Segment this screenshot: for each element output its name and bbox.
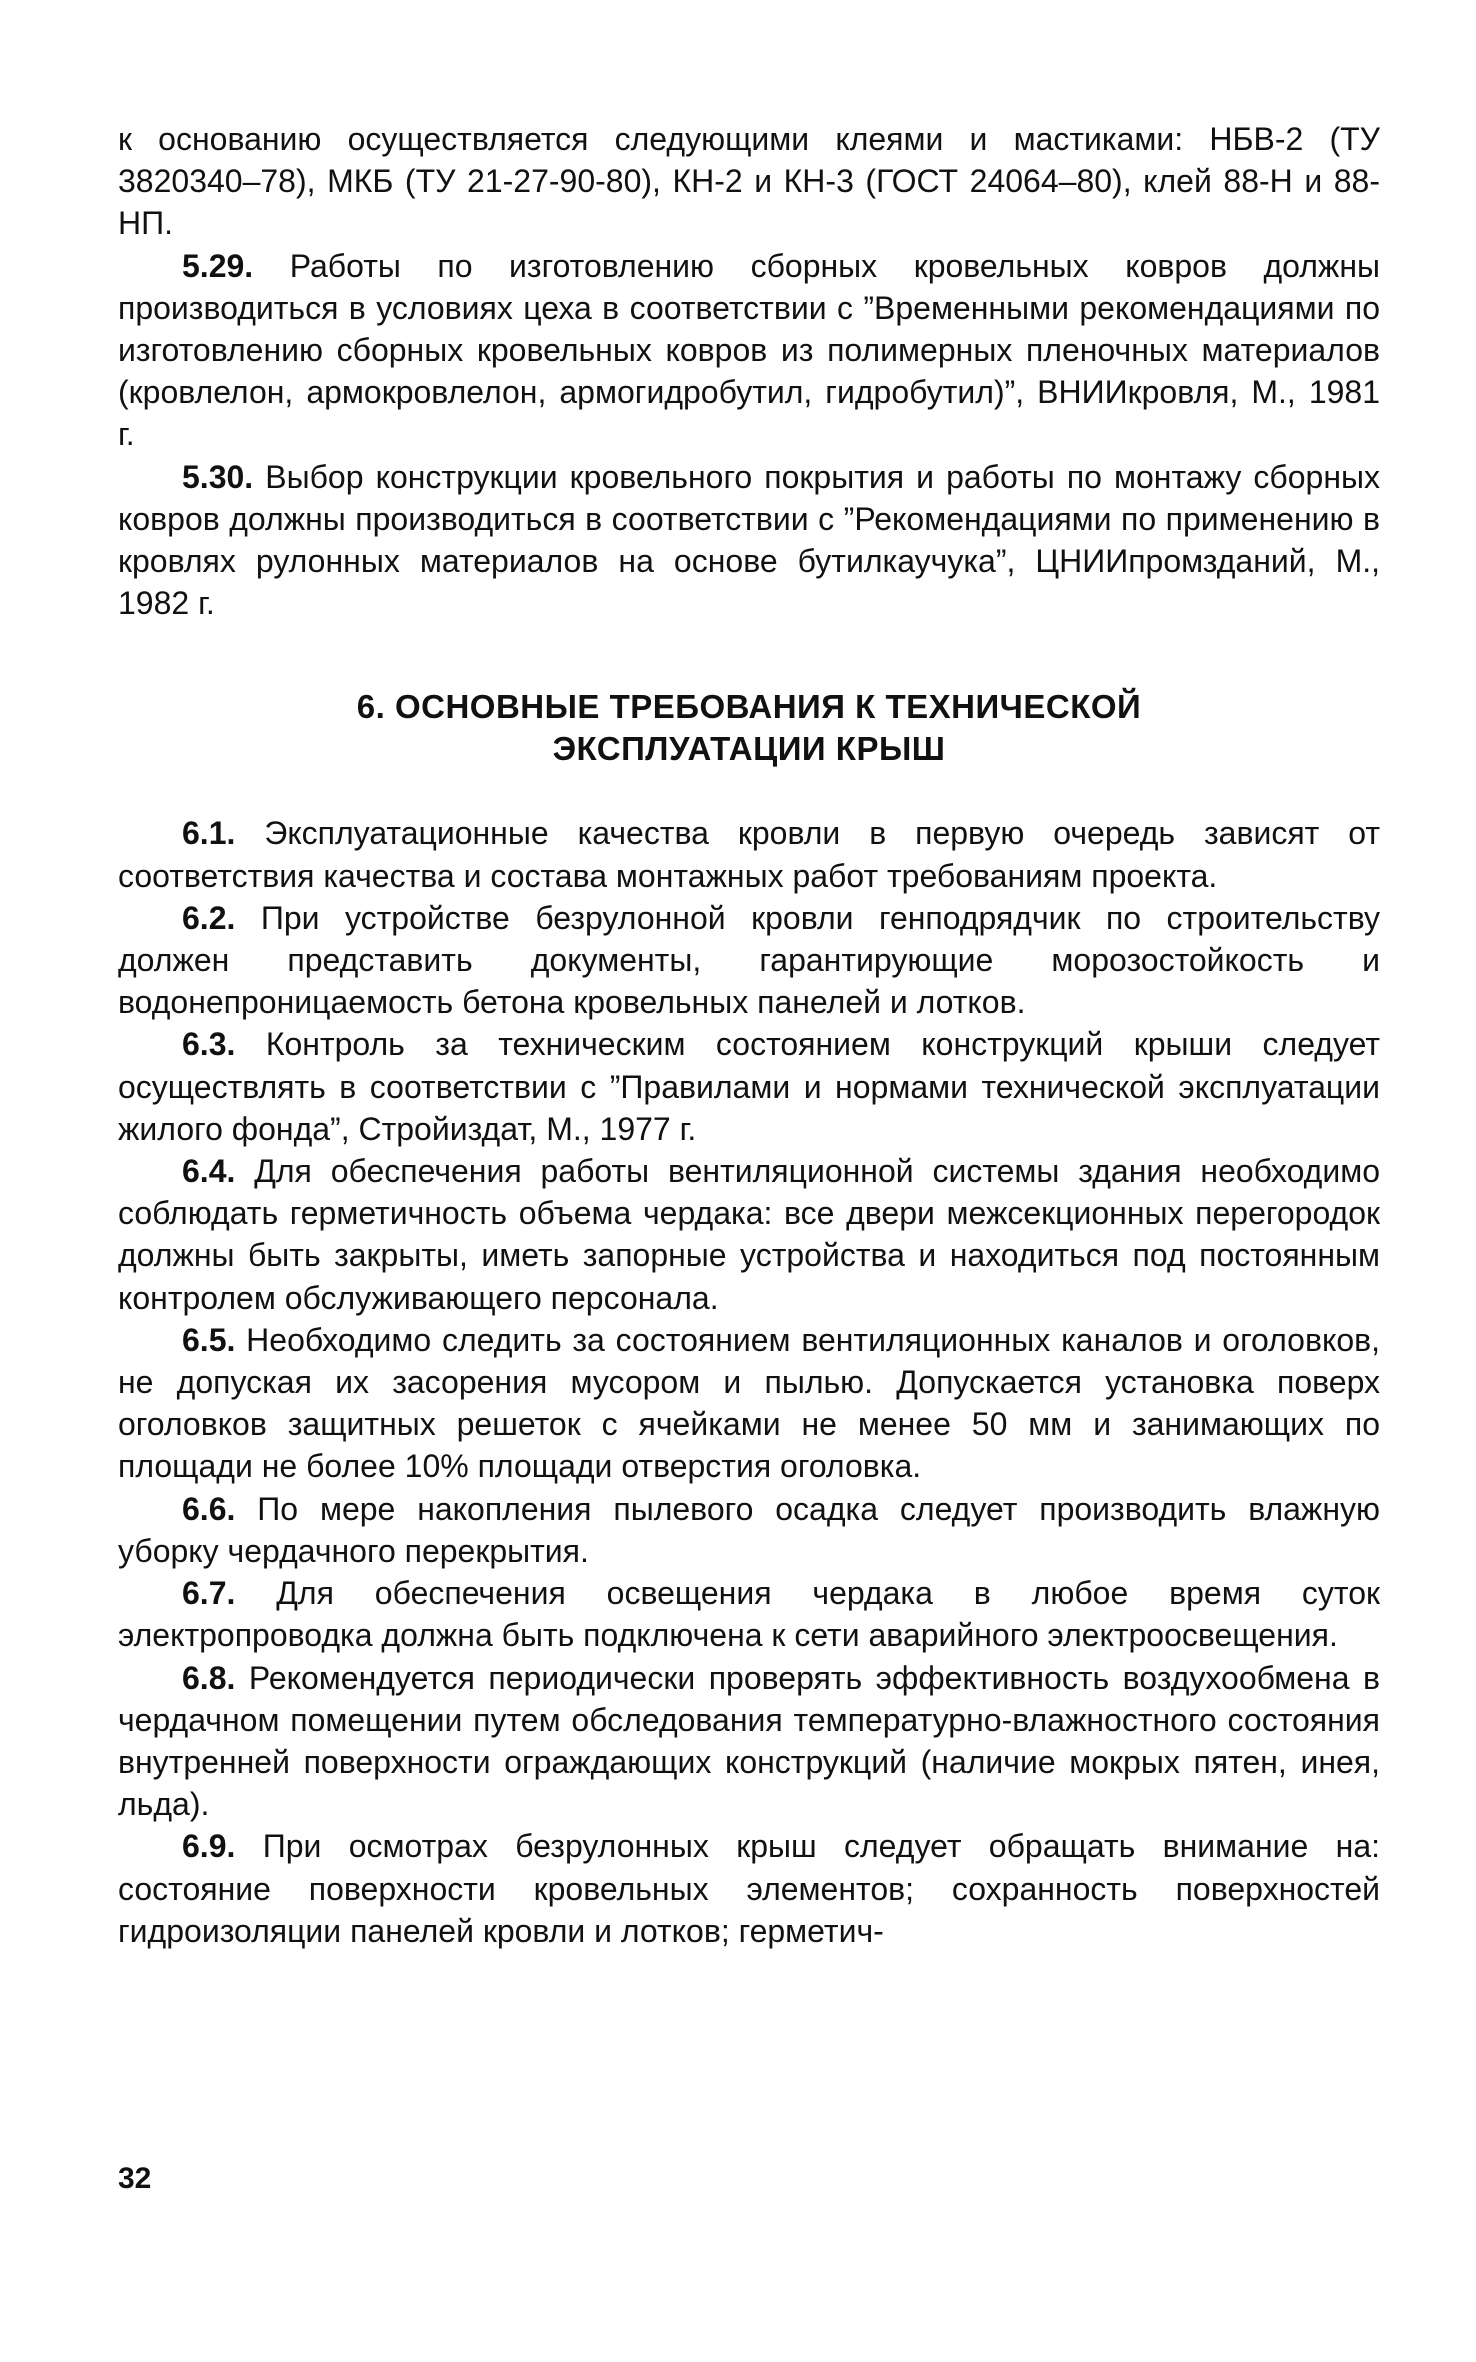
paragraph-6-7 bbox=[118, 1572, 1380, 1656]
paragraph-number: 5.29. bbox=[182, 247, 254, 284]
paragraph-6-6 bbox=[118, 1488, 1380, 1572]
paragraph-6-3 bbox=[118, 1023, 1380, 1150]
paragraph-text: Выбор конструкции кровельного покрытия и работы по монтажу сборных ковров должны производиться в соответствии с ”Рекомендациями по применению в кровлях рулонных материалов на основе бутилкаучука”, ЦНИИпромзданий, М., 1982 г. bbox=[118, 458, 1381, 622]
paragraph-text: Рекомендуется периодически проверять эффективность воздухообмена в чердачном помещении путем обследования температурно-влажностного состояния внутренней поверхности ограждающих конструкций (наличие мокрых пятен, инея, льда). bbox=[118, 1659, 1381, 1823]
section-heading-line-2: ЭКСПЛУАТАЦИИ КРЫШ bbox=[552, 730, 946, 768]
paragraph-text: При осмотрах безрулонных крыш следует обращать внимание на: состояние поверхности кровельных элементов; сохранность поверхностей гидроизоляции панелей кровли и лотков; герметич- bbox=[118, 1828, 1381, 1949]
paragraph-text: Контроль за техническим состоянием конструкций крыши следует осуществлять в соответствии с ”Правилами и нормами технической эксплуатации жилого фонда”, Стройиздат, М., 1977 г. bbox=[118, 1026, 1381, 1147]
paragraph-text: Работы по изготовлению сборных кровельных ковров должны производиться в условиях цеха в соответствии с ”Временными рекомендациями по изготовлению сборных кровельных ковров из полимерных пленочных материалов (кровлелон, армокровлелон, армогидробутил, гидробутил)”, ВНИИкровля, М., 1981 г. bbox=[118, 247, 1380, 453]
paragraph-text: к основанию осуществляется следующими клеями и мастиками: НБВ-2 (ТУ 3820340–78), МКБ (ТУ 21-27-90-80), КН-2 и КН-3 (ГОСТ 24064–80), клей 88-Н и 88-НП. bbox=[118, 121, 1380, 242]
paragraph-number: 6.3. bbox=[182, 1026, 236, 1063]
paragraph-number: 6.4. bbox=[182, 1153, 236, 1190]
paragraph-number: 6.5. bbox=[182, 1321, 236, 1358]
paragraph-5-29 bbox=[118, 245, 1380, 456]
document-page bbox=[118, 118, 1380, 1952]
paragraph-text: Эксплуатационные качества кровли в первую очередь зависят от соответствия качества и состава монтажных работ требованиям проекта. bbox=[118, 815, 1381, 894]
paragraph-5-28-continuation bbox=[118, 118, 1380, 245]
section-heading-line-1: 6. ОСНОВНЫЕ ТРЕБОВАНИЯ К ТЕХНИЧЕСКОЙ bbox=[356, 688, 1142, 726]
paragraph-6-4 bbox=[118, 1150, 1380, 1319]
paragraph-number: 6.1. bbox=[182, 815, 236, 852]
paragraph-number: 5.30. bbox=[182, 458, 254, 495]
page-number: 32 bbox=[118, 2162, 152, 2195]
section-heading bbox=[118, 686, 1380, 770]
paragraph-number: 6.2. bbox=[182, 899, 236, 936]
paragraph-text: Для обеспечения работы вентиляционной системы здания необходимо соблюдать герметичность объема чердака: все двери межсекционных перегородок должны быть закрыты, иметь запорные устройства и находиться под постоянным контролем обслуживающего персонала. bbox=[118, 1153, 1381, 1316]
paragraph-number: 6.7. bbox=[182, 1575, 236, 1612]
paragraph-6-9 bbox=[118, 1825, 1380, 1952]
paragraph-text: По мере накопления пылевого осадка следует производить влажную уборку чердачного перекрытия. bbox=[118, 1490, 1381, 1569]
paragraph-text: При устройстве безрулонной кровли генподрядчик по строительству должен представить документы, гарантирующие морозостойкость и водонепроницаемость бетона кровельных панелей и лотков. bbox=[118, 899, 1380, 1021]
paragraph-6-1 bbox=[118, 812, 1380, 896]
paragraph-6-2 bbox=[118, 897, 1380, 1024]
paragraph-number: 6.8. bbox=[182, 1659, 236, 1696]
paragraph-5-30 bbox=[118, 456, 1380, 625]
paragraph-number: 6.9. bbox=[182, 1828, 236, 1865]
paragraph-text: Для обеспечения освещения чердака в любое время суток электропроводка должна быть подключена к сети аварийного электроосвещения. bbox=[118, 1575, 1380, 1654]
paragraph-6-5 bbox=[118, 1319, 1380, 1488]
paragraph-text: Необходимо следить за состоянием вентиляционных каналов и оголовков, не допуская их засорения мусором и пылью. Допускается установка поверх оголовков защитных решеток с ячейками не менее 50 мм и занимающих по площади не более 10% площади отверстия оголовка. bbox=[118, 1321, 1381, 1485]
paragraph-6-8 bbox=[118, 1657, 1380, 1826]
paragraph-number: 6.6. bbox=[182, 1490, 236, 1527]
